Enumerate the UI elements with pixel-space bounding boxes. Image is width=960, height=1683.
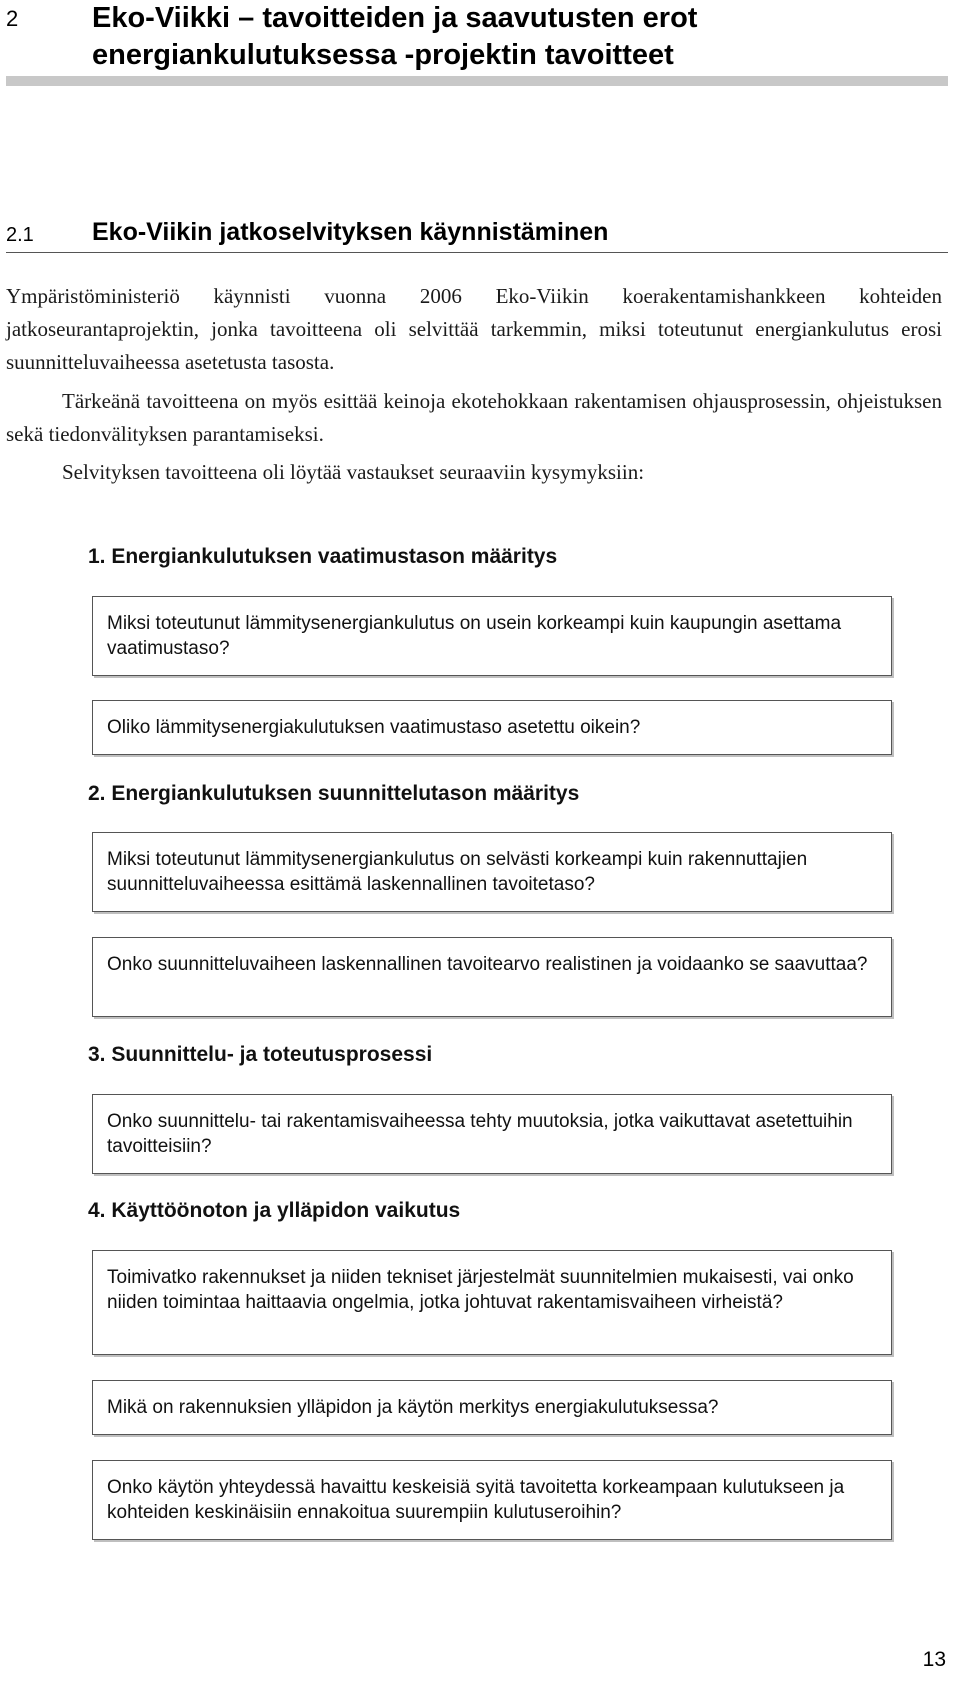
section-rule [6, 252, 948, 253]
page-number: 13 [922, 1648, 946, 1671]
question-box: Toimivatko rakennukset ja niiden tekniset järjestelmät suunnitelmien mukaisesti, vai onko niiden toimintaa haittaavia ongelmia, jotka johtuvat rakentamisvaiheen virheistä? [92, 1250, 892, 1355]
chapter-rule [6, 76, 948, 86]
section-title: Eko-Viikin jatkoselvityksen käynnistäminen [92, 218, 609, 246]
question-box: Oliko lämmitysenergiakulutuksen vaatimustaso asetettu oikein? [92, 700, 892, 755]
question-box: Miksi toteutunut lämmitysenergiankulutus on selvästi korkeampi kuin rakennuttajien suunnitteluvaiheessa esittämä laskennallinen tavoitetaso? [92, 832, 892, 912]
group-heading-2: 2. Energiankulutuksen suunnittelutason määritys [88, 782, 580, 805]
group-heading-1: 1. Energiankulutuksen vaatimustason määritys [88, 545, 558, 568]
question-box: Miksi toteutunut lämmitysenergiankulutus on usein korkeampi kuin kaupungin asettama vaatimustaso? [92, 596, 892, 676]
section-number: 2.1 [6, 224, 34, 246]
group-heading-4: 4. Käyttöönoton ja ylläpidon vaikutus [88, 1199, 461, 1222]
goal-paragraph: Tärkeänä tavoitteena on myös esittää keinoja ekotehokkaan rakentamisen ohjausprosessin, ohjeistuksen sekä tiedonvälityksen parantamiseksi. [6, 389, 942, 446]
question-box: Mikä on rakennuksien ylläpidon ja käytön merkitys energiakulutuksessa? [92, 1380, 892, 1435]
questions-intro: Selvityksen tavoitteena oli löytää vastaukset seuraaviin kysymyksiin: [62, 460, 645, 484]
intro-paragraph: Ympäristöministeriö käynnisti vuonna 2006 Eko-Viikin koerakentamishankkeen kohteiden jatkoseurantaprojektin, jonka tavoitteena oli selvittää tarkemmin, miksi toteutunut energiankulutus erosi suunnitteluvaiheessa asetetusta tasosta. [6, 284, 942, 374]
question-box: Onko suunnittelu- tai rakentamisvaiheessa tehty muutoksia, jotka vaikuttavat asetettuihin tavoitteisiin? [92, 1094, 892, 1174]
question-box: Onko suunnitteluvaiheen laskennallinen tavoitearvo realistinen ja voidaanko se saavuttaa? [92, 937, 892, 1017]
question-box: Onko käytön yhteydessä havaittu keskeisiä syitä tavoitetta korkeampaan kulutukseen ja kohteiden keskinäisiin ennakoitua suurempiin kulutuseroihin? [92, 1460, 892, 1540]
chapter-title: Eko-Viikki – tavoitteiden ja saavutusten erot energiankulutuksessa -projektin tavoitteet [92, 2, 698, 71]
chapter-number: 2 [6, 6, 19, 31]
group-heading-3: 3. Suunnittelu- ja toteutusprosessi [88, 1043, 433, 1066]
